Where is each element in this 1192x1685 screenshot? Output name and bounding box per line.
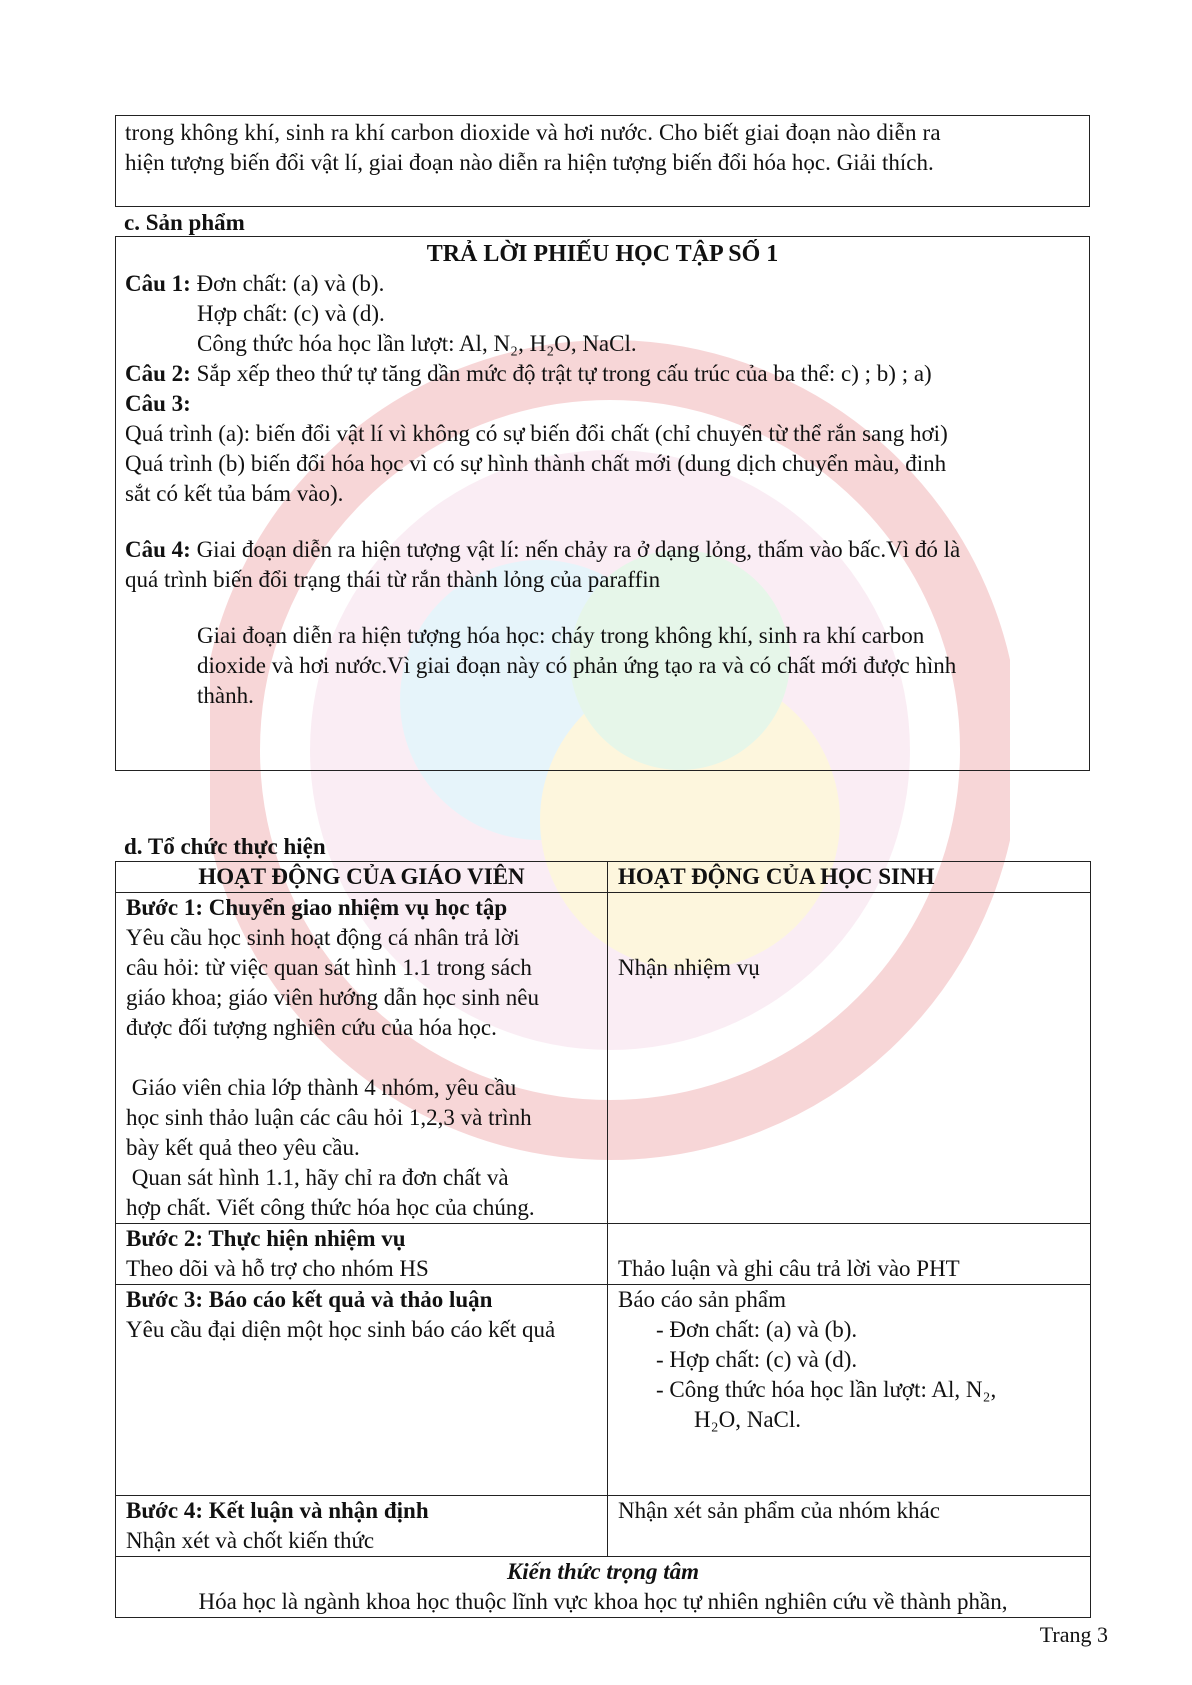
q1-line-1 <box>125 269 384 299</box>
step1-teacher-line: giáo khoa; giáo viên hướng dẫn học sinh nêu <box>126 985 539 1010</box>
q4-text: Giai đoạn diễn ra hiện tượng vật lí: nến chảy ra ở dạng lỏng, thấm vào bấc.Vì đó là <box>190 537 961 562</box>
q2-text: Sắp xếp theo thứ tự tăng dần mức độ trật tự trong cấu trúc của ba thể: c) ; b) ; a) <box>190 361 932 386</box>
q3-line-2: Quá trình (b) biến đổi hóa học vì có sự hình thành chất mới (dung dịch chuyển màu, đinh <box>125 451 947 476</box>
step3-title: Bước 3: Báo cáo kết quả và thảo luận <box>126 1287 493 1312</box>
activity-table <box>115 861 1091 1618</box>
table-row <box>116 893 1091 1224</box>
q3-line-1: Quá trình (a): biến đổi vật lí vì không có sự biến đổi chất (chỉ chuyển từ thể rắn sang hơi) <box>125 421 948 446</box>
step1-teacher-line: Quan sát hình 1.1, hãy chỉ ra đơn chất và <box>126 1165 509 1190</box>
q1-line-3: Công thức hóa học lần lượt: Al, N₂, H₂O, NaCl. <box>197 331 637 356</box>
answer-title: TRẢ LỜI PHIẾU HỌC TẬP SỐ 1 <box>426 241 779 267</box>
step3-teacher <box>116 1285 608 1496</box>
q2-line <box>125 359 932 389</box>
step3-student-item: - Công thức hóa học lần lượt: Al, N₂, <box>656 1377 997 1402</box>
table-header-row <box>116 862 1091 893</box>
step1-student <box>608 893 1091 1224</box>
step1-teacher <box>116 893 608 1224</box>
step3-student-item-cont: H₂O, NaCl. <box>694 1407 802 1432</box>
answer-box <box>115 236 1090 771</box>
step1-teacher-line: được đối tượng nghiên cứu của hóa học. <box>126 1015 497 1040</box>
step2-teacher-text: Theo dõi và hỗ trợ cho nhóm HS <box>126 1256 429 1281</box>
intro-box <box>115 115 1090 207</box>
step1-student-text: Nhận nhiệm vụ <box>618 955 760 980</box>
step1-teacher-line: học sinh thảo luận các câu hỏi 1,2,3 và trình <box>126 1105 532 1130</box>
step1-teacher-line: bày kết quả theo yêu cầu. <box>126 1135 360 1160</box>
step1-teacher-line: Yêu cầu học sinh hoạt động cá nhân trả lời <box>126 925 520 950</box>
step4-student <box>608 1496 1091 1557</box>
q3-line-3: sắt có kết tủa bám vào). <box>125 481 344 506</box>
step1-teacher-line: Giáo viên chia lớp thành 4 nhóm, yêu cầu <box>126 1075 517 1100</box>
step1-title: Bước 1: Chuyển giao nhiệm vụ học tập <box>126 895 508 920</box>
step3-student-intro: Báo cáo sản phẩm <box>618 1287 786 1312</box>
step4-student-text: Nhận xét sản phẩm của nhóm khác <box>618 1498 940 1523</box>
q2-label: Câu 2: <box>125 361 191 386</box>
knowledge-text: Hóa học là ngành khoa học thuộc lĩnh vực khoa học tự nhiên nghiên cứu về thành phần, <box>198 1589 1008 1614</box>
step1-teacher-line <box>126 1043 597 1073</box>
q1-label: Câu 1: <box>125 271 191 296</box>
q4-line-2: quá trình biến đổi trạng thái từ rắn thành lỏng của paraffin <box>125 567 661 592</box>
q4-label: Câu 4: <box>125 537 191 562</box>
table-row <box>116 1496 1091 1557</box>
q1-line-2: Hợp chất: (c) và (d). <box>197 301 385 326</box>
step4-teacher <box>116 1496 608 1557</box>
section-d-heading: d. Tổ chức thực hiện <box>124 834 326 859</box>
step2-student-text: Thảo luận và ghi câu trả lời vào PHT <box>618 1256 960 1281</box>
section-c-heading: c. Sản phẩm <box>124 210 245 235</box>
step3-teacher-text: Yêu cầu đại diện một học sinh báo cáo kết quả <box>126 1317 556 1342</box>
step3-student <box>608 1285 1091 1496</box>
q4-line-4: dioxide và hơi nước.Vì giai đoạn này có phản ứng tạo ra và có chất mới được hình <box>197 653 957 678</box>
page-number: Trang 3 <box>1039 1622 1108 1647</box>
q4-line-5: thành. <box>197 683 254 708</box>
step4-teacher-text: Nhận xét và chốt kiến thức <box>126 1528 375 1553</box>
step3-student-item: - Hợp chất: (c) và (d). <box>656 1347 858 1372</box>
intro-line-2: hiện tượng biến đổi vật lí, giai đoạn nào diễn ra hiện tượng biến đổi hóa học. Giải thích. <box>125 150 934 175</box>
table-row <box>116 1224 1091 1285</box>
intro-line-1: trong không khí, sinh ra khí carbon dioxide và hơi nước. Cho biết giai đoạn nào diễn ra <box>125 120 941 145</box>
step4-title: Bước 4: Kết luận và nhận định <box>126 1498 429 1523</box>
step2-title: Bước 2: Thực hiện nhiệm vụ <box>126 1226 406 1251</box>
knowledge-title: Kiến thức trọng tâm <box>506 1559 700 1584</box>
table-row <box>116 1557 1091 1618</box>
step1-teacher-line: câu hỏi: từ việc quan sát hình 1.1 trong sách <box>126 955 532 980</box>
knowledge-cell <box>116 1557 1091 1618</box>
step3-student-item: - Đơn chất: (a) và (b). <box>656 1317 858 1342</box>
q3-label: Câu 3: <box>125 391 191 416</box>
col-student-header: HOẠT ĐỘNG CỦA HỌC SINH <box>608 862 1091 893</box>
step2-student <box>608 1224 1091 1285</box>
q4-line-3: Giai đoạn diễn ra hiện tượng hóa học: cháy trong không khí, sinh ra khí carbon <box>197 623 925 648</box>
q1-text: Đơn chất: (a) và (b). <box>190 271 385 296</box>
step2-teacher <box>116 1224 608 1285</box>
table-row <box>116 1285 1091 1496</box>
q4-line-1 <box>125 535 960 565</box>
step1-teacher-line: hợp chất. Viết công thức hóa học của chúng. <box>126 1195 535 1220</box>
col-teacher-header: HOẠT ĐỘNG CỦA GIÁO VIÊN <box>116 862 608 893</box>
